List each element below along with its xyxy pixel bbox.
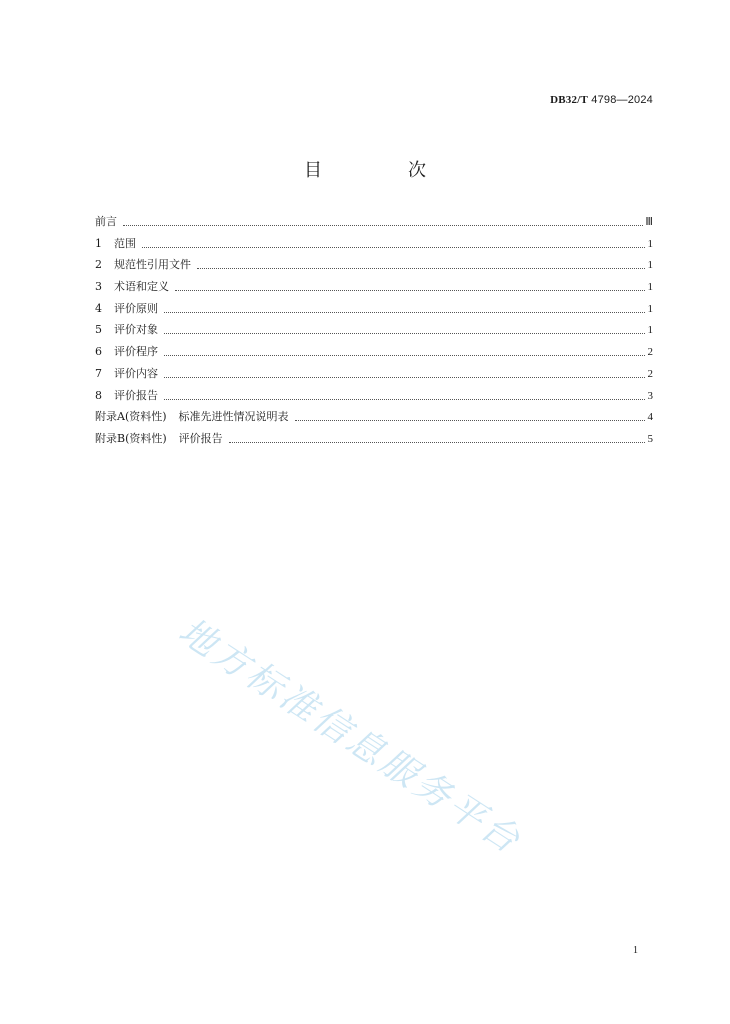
toc-leader-dots: [295, 408, 645, 421]
toc-entry-page: Ⅲ: [645, 216, 653, 228]
toc-entry-page: 5: [647, 432, 653, 445]
toc-entry-evaluation-procedure[interactable]: [95, 342, 653, 364]
toc-entry-page: 2: [647, 367, 653, 380]
toc-leader-dots: [175, 278, 645, 291]
toc-leader-dots: [164, 365, 645, 378]
toc-entry-label: 评价报告: [178, 431, 223, 445]
toc-entry-page: 1: [647, 324, 653, 337]
page-number: 1: [633, 945, 638, 956]
toc-entry-scope[interactable]: [95, 234, 653, 256]
toc-leader-dots: [229, 430, 645, 443]
toc-entry-evaluation-report[interactable]: [95, 386, 653, 408]
toc-entry-label: 评价对象: [114, 323, 158, 337]
toc-leader-dots: [123, 213, 643, 226]
toc-entry-evaluation-objects[interactable]: [95, 320, 653, 342]
table-of-contents: [95, 212, 653, 451]
toc-entry-number: 3: [95, 280, 102, 294]
toc-entry-number: 5: [95, 323, 102, 337]
toc-entry-number: 1: [95, 236, 102, 250]
toc-entry-label: 标准先进性情况说明表: [178, 410, 289, 424]
toc-leader-dots: [164, 321, 645, 334]
toc-entry-label: 评价程序: [114, 345, 158, 359]
toc-entry-label: 评价报告: [114, 388, 158, 402]
toc-entry-appendix-a[interactable]: [95, 407, 653, 429]
toc-entry-page: 1: [647, 281, 653, 294]
toc-entry-number: 6: [95, 345, 102, 359]
toc-leader-dots: [164, 387, 645, 400]
toc-entry-normative-references[interactable]: [95, 255, 653, 277]
toc-entry-label: 评价原则: [114, 301, 158, 315]
toc-entry-appendix-label: 附录A(资料性): [95, 410, 167, 424]
toc-entry-evaluation-principles[interactable]: [95, 299, 653, 321]
toc-entry-label: 前言: [95, 215, 117, 228]
watermark-text: 地方标准信息服务平台: [171, 610, 530, 863]
toc-entry-appendix-label: 附录B(资料性): [95, 431, 167, 445]
toc-entry-terms-definitions[interactable]: [95, 277, 653, 299]
toc-entry-page: 1: [647, 302, 653, 315]
toc-entry-number: 7: [95, 366, 102, 380]
toc-entry-page: 1: [647, 237, 653, 250]
toc-entry-page: 4: [647, 411, 653, 424]
toc-leader-dots: [197, 256, 645, 269]
toc-entry-number: 8: [95, 388, 102, 402]
toc-entry-number: 4: [95, 301, 102, 315]
toc-entry-label: 范围: [114, 236, 136, 250]
toc-entry-foreword[interactable]: [95, 212, 653, 234]
toc-entry-label: 规范性引用文件: [114, 258, 191, 272]
toc-entry-page: 2: [647, 346, 653, 359]
document-code-prefix: DB32/T: [550, 94, 588, 106]
toc-leader-dots: [164, 300, 645, 313]
toc-entry-appendix-b[interactable]: [95, 429, 653, 451]
toc-entry-label: 评价内容: [114, 366, 158, 380]
toc-entry-label: 术语和定义: [114, 280, 169, 294]
toc-entry-number: 2: [95, 258, 102, 272]
toc-leader-dots: [164, 343, 645, 356]
toc-entry-page: 1: [647, 259, 653, 272]
toc-leader-dots: [142, 235, 645, 248]
document-code-number: 4798—2024: [591, 94, 653, 106]
toc-entry-evaluation-content[interactable]: [95, 364, 653, 386]
document-code: [550, 94, 653, 106]
toc-title: 目 次: [304, 160, 460, 181]
toc-entry-page: 3: [647, 389, 653, 402]
